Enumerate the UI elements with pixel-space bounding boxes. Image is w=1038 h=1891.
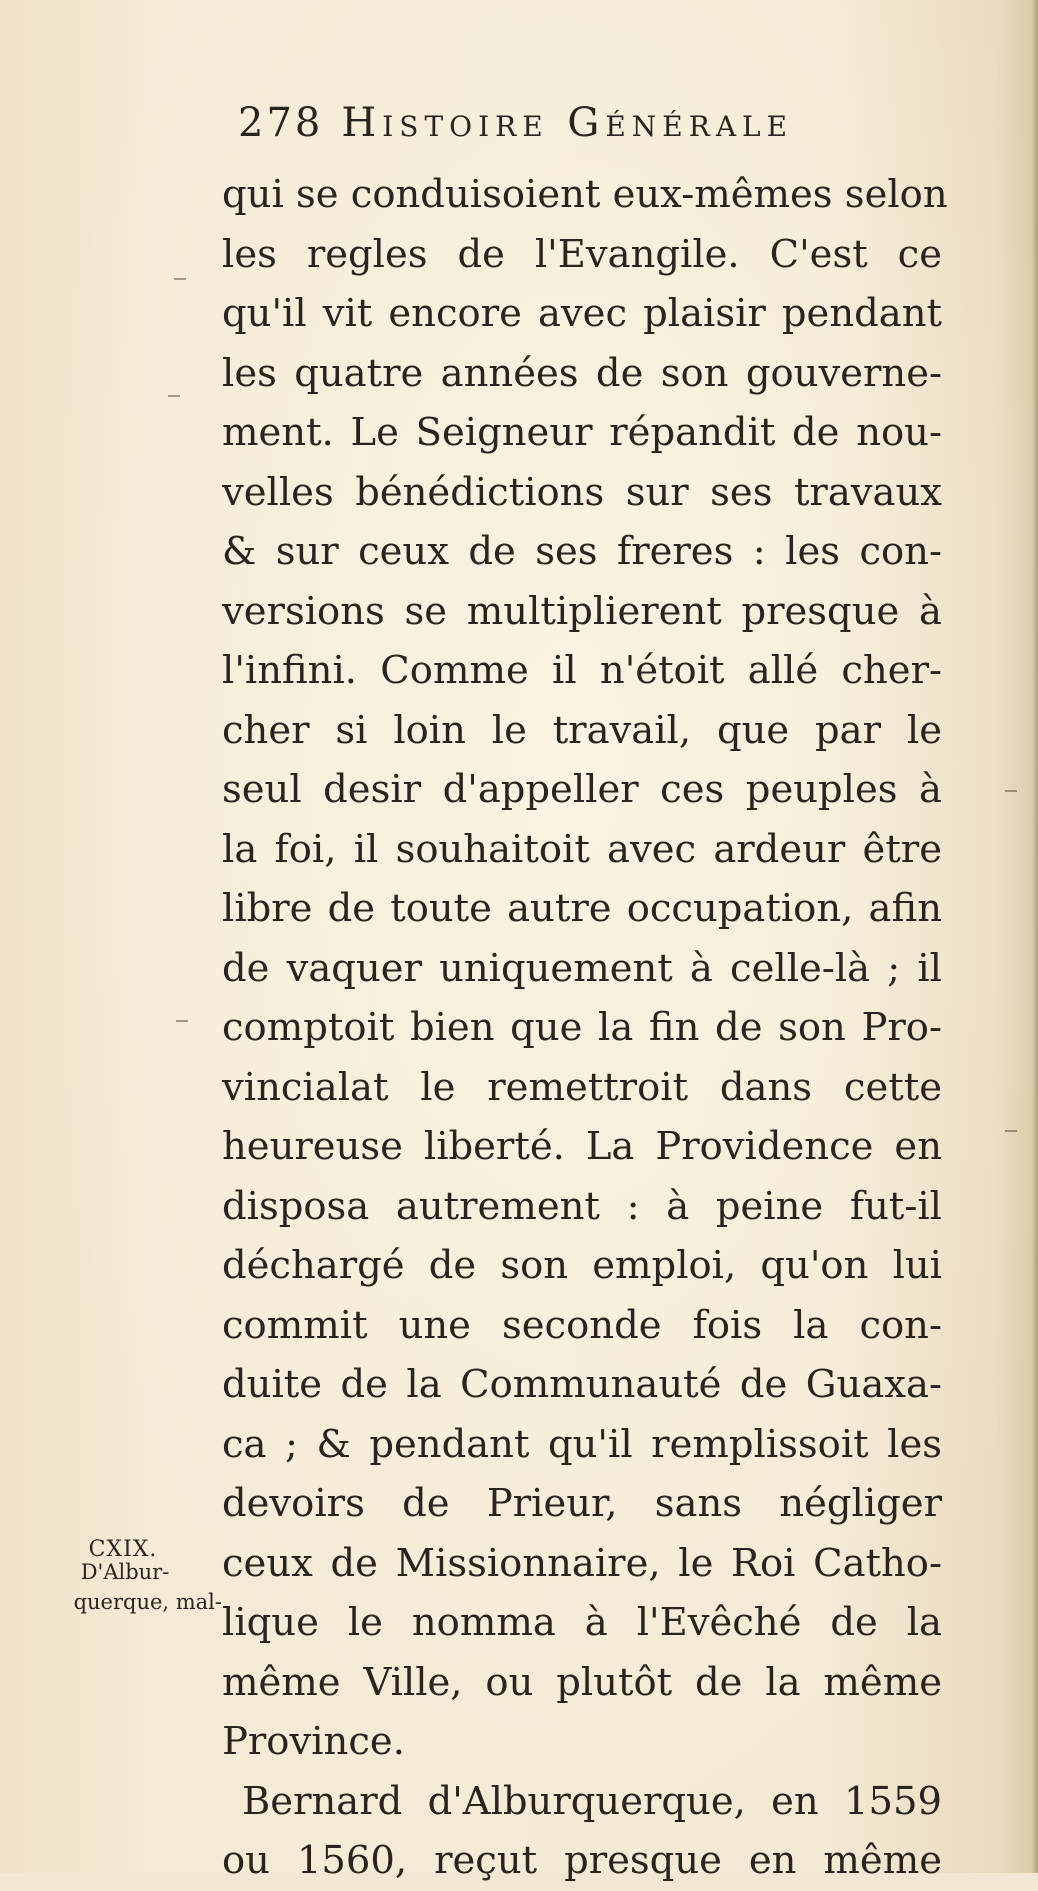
- text-line: même Ville, ou plutôt de la même: [222, 1659, 942, 1705]
- margin-note-name: D'Albur-: [80, 1560, 170, 1584]
- text-line: la foi, il souhaitoit avec ardeur être: [222, 826, 942, 872]
- text-line: commit une seconde fois la con-: [222, 1302, 942, 1348]
- text-line: l'infini. Comme il n'étoit allé cher-: [222, 648, 942, 693]
- text-line: Province.: [222, 1719, 405, 1764]
- text-line: libre de toute autre occupation, afin: [222, 886, 942, 931]
- printer-mark: [174, 278, 186, 280]
- text-line: ment. Le Seigneur répandit de nou-: [222, 410, 942, 455]
- margin-note-number: CXIX.: [88, 1537, 158, 1562]
- printer-mark: [176, 1020, 188, 1022]
- text-line: versions se multiplierent presque à: [222, 588, 942, 634]
- text-line: de vaquer uniquement à celle-là ; il: [222, 945, 942, 991]
- body-text: [222, 165, 948, 1891]
- text-line: qu'il vit encore avec plaisir pendant: [222, 291, 942, 336]
- printer-mark: [1005, 790, 1017, 792]
- text-line: cher si loin le travail, que par le: [222, 707, 942, 753]
- text-line: ca ; & pendant qu'il remplissoit les: [222, 1421, 942, 1467]
- running-header: [238, 100, 938, 160]
- text-line: seul desir d'appeller ces peuples à: [222, 767, 942, 812]
- text-line: les quatre années de son gouverne-: [222, 350, 942, 396]
- printer-mark: [168, 395, 180, 397]
- text-line: duite de la Communauté de Guaxa-: [222, 1362, 942, 1407]
- text-line: velles bénédictions sur ses travaux: [222, 469, 942, 515]
- text-line: lique le nomma à l'Evêché de la: [222, 1600, 942, 1645]
- text-line: comptoit bien que la fin de son Pro-: [222, 1005, 942, 1050]
- text-line: déchargé de son emploi, qu'on lui: [222, 1243, 942, 1288]
- text-line: Bernard d'Alburquerque, en 1559: [242, 1778, 942, 1824]
- printer-mark: [1005, 1130, 1017, 1132]
- page-edge-shadow: [1032, 0, 1038, 1873]
- margin-note-name-continued: querque, mal-: [73, 1590, 222, 1614]
- text-line: vincialat le remettroit dans cette: [222, 1064, 942, 1110]
- text-line: & sur ceux de ses freres : les con-: [222, 529, 942, 574]
- text-line: disposa autrement : à peine fut-il: [222, 1183, 942, 1229]
- text-line: heureuse liberté. La Providence en: [222, 1124, 942, 1169]
- text-line: les regles de l'Evangile. C'est ce: [222, 231, 942, 277]
- page-number: 278: [238, 100, 324, 146]
- text-line: qui se conduisoient eux-mêmes selon: [222, 172, 948, 217]
- text-line: ou 1560, reçut presque en même: [222, 1838, 942, 1883]
- running-title: Histoire Générale: [341, 100, 794, 146]
- text-line: devoirs de Prieur, sans négliger: [222, 1481, 942, 1526]
- text-line: ceux de Missionnaire, le Roi Catho-: [222, 1540, 942, 1586]
